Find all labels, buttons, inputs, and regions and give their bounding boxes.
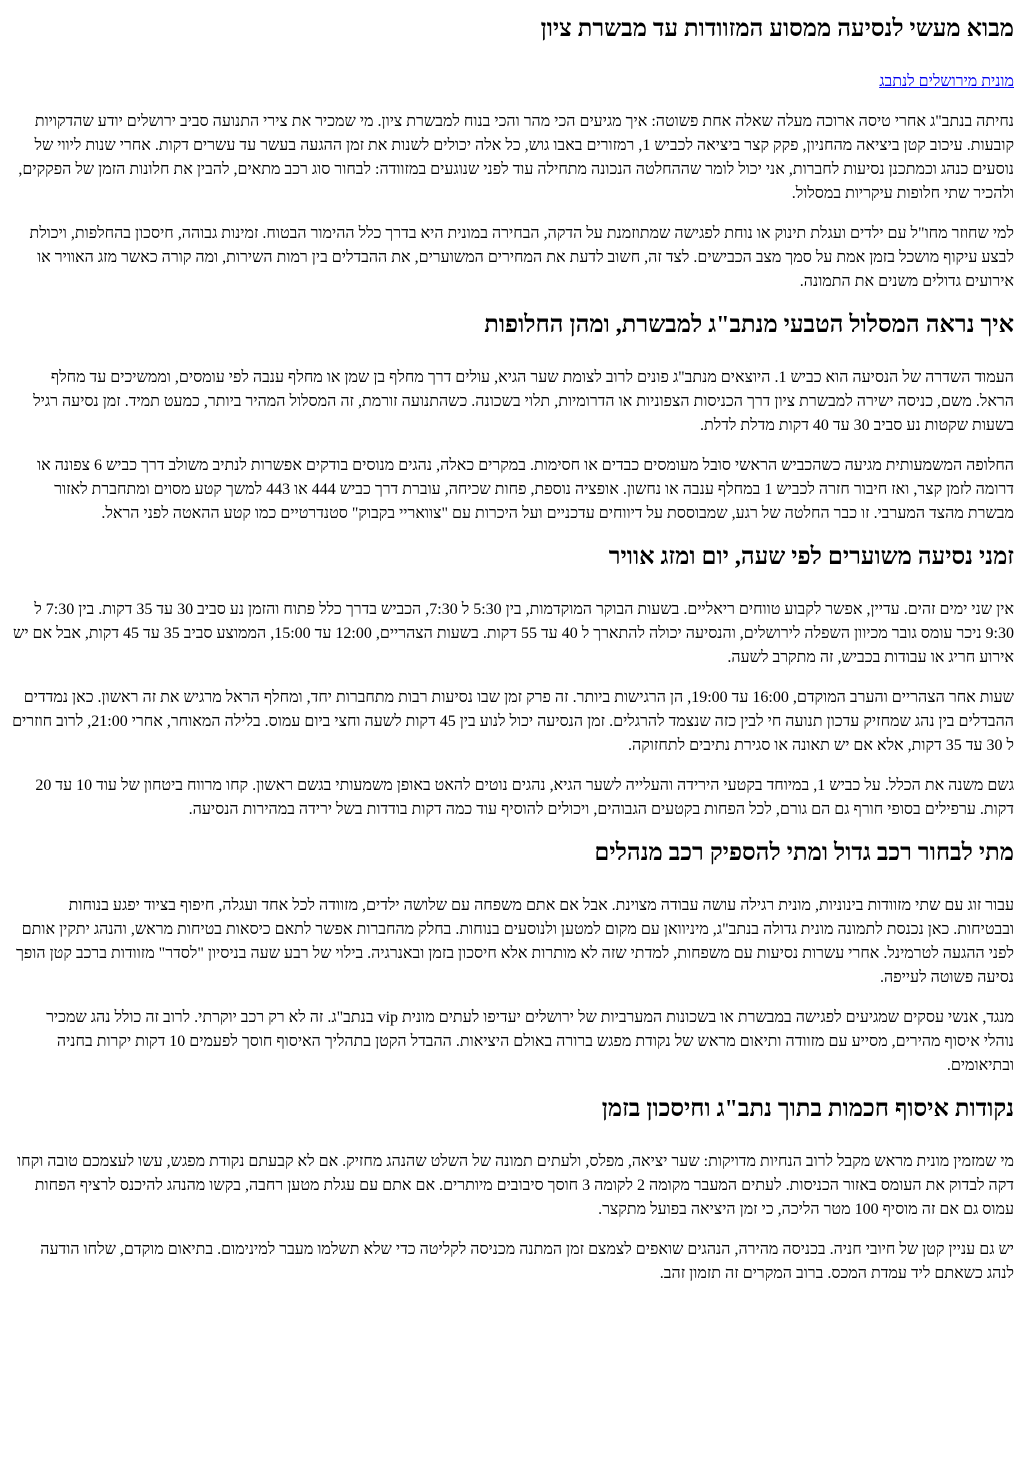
section-heading: איך נראה המסלול הטבעי מנתב"ג למבשרת, ומהן החלופות xyxy=(484,312,1014,338)
section-paragraph: עבור זוג עם שתי מזוודות בינוניות, מונית רגילה עושה עבודה מצוינת. אבל אם אתם משפחה עם שלושה ילדים, מזוודה לכל אחד ועגלה, חיפוף בציוד יפגע בנוחות ובבטיחות. כאן נכנסת לתמונה מונית גדולה בנתב"ג, מיניוואן עם מקום למטען ולנוסעים בנוחות. בחלק מהחברות אפשר לתאם כיסאות בטיחות מראש, והנהג יתקין אותם לפני ההגעה לטרמינל. אחרי עשרות נסיעות עם משפחות, למדתי שזה לא מותרות אלא חיסכון בזמן ובאנרגיה. בילוי של רבע שעה בניסיון "לסדר" מזוודות ברכב קטן הופך נסיעה פשוטה לעייפה. xyxy=(16,897,1014,986)
section-paragraph: העמוד השדרה של הנסיעה הוא כביש 1. היוצאים מנתב"ג פונים לרוב לצומת שער הגיא, עולים דרך מחלף בן שמן או מחלף ענבה לפי עומסים, וממשיכים עד מחלף הראל. משם, כניסה ישירה למבשרת ציון דרך הכניסות הצפוניות או הדרומיות, תלוי בשכונה. כשהתנועה זורמת, זה המסלול המהיר ביותר, כמעט תמיד. זמן נסיעה רגיל בשעות שקטות נע סביב 30 עד 40 דקות מדלת לדלת. xyxy=(33,369,1014,434)
taxi-jerusalem-link[interactable]: מונית מירושלים לנתבג xyxy=(879,73,1014,90)
section-route xyxy=(12,310,1014,526)
section-paragraph: גשם משנה את הכלל. על כביש 1, במיוחד בקטעי הירידה והעלייה לשער הגיא, נהגים נוטים להאט באופן משמעותי בגשם ראשון. קחו מרווח ביטחון של עוד 10 עד 20 דקות. ערפילים בסופי חורף גם הם גורם, לכל הפחות בקטעים הגבוהים, ויכולים להוסיף עוד כמה דקות בודדות בשל ירידה במהירות הנסיעה. xyxy=(35,777,1014,818)
section-vehicle-choice xyxy=(12,838,1014,1078)
section-pickup-points xyxy=(12,1094,1014,1286)
section-paragraph: מנגד, אנשי עסקים שמגיעים לפגישה במבשרת או בשכונות המערביות של ירושלים יעדיפו לעתים מונית vip בנתב"ג. זה לא רק רכב יוקרתי. לרוב זה כולל נהג שמכיר נוהלי איסוף מהירים, מסייע עם מזוודה ותיאום מראש של נקודת מפגש ברורה באולם היציאות. ההבדל הקטן בתהליך האיסוף חוסך לפעמים 10 דקות יקרות בחניה ובתיאומים. xyxy=(46,1009,1014,1074)
section-travel-times xyxy=(12,542,1014,822)
section-heading: נקודות איסוף חכמות בתוך נתב"ג וחיסכון בזמן xyxy=(601,1096,1014,1122)
section-paragraph: מי שמזמין מונית מראש מקבל לרוב הנחיות מדויקות: שער יציאה, מפלס, ולעתים תמונה של השלט שהנהג מחזיק. אם לא קבעתם נקודת מפגש, עשו לעצמכם טובה וקחו דקה לבדוק את העומס באזור הכניסות. לעתים המעבר מקומה 2 לקומה 3 חוסך סיבובים מיותרים. אם אתם עם עגלת מטען רחבה, בקשו מהנהג להיכנס לרציף הפחות עמוס גם אם זה מוסיף 100 מטר הליכה, כי זמן היציאה בפועל מתקצר. xyxy=(17,1153,1014,1218)
intro-section xyxy=(12,110,1014,294)
section-paragraph: החלופה המשמעותית מגיעה כשהכביש הראשי סובל מעומסים כבדים או חסימות. במקרים כאלה, נהגים מנוסים בודקים אפשרות לנתיב משולב דרך כביש 6 צפונה או דרומה לזמן קצר, ואז חיבור חזרה לכביש 1 במחלף ענבה או נחשון. אופציה נוספת, פחות שכיחה, עוברת דרך כביש 444 או 443 למשך קטע מסוים ומתחברת לאזור מבשרת מהצד המערבי. זו כבר החלטה של רגע, שמבוססת על דיווחים עדכניים ועל היכרות עם "צוואריי בקבוק" סטנדרטיים כמו קטע ההאטה לפני הראל. xyxy=(37,457,1014,522)
section-paragraph: אין שני ימים זהים. עדיין, אפשר לקבוע טווחים ריאליים. בשעות הבוקר המוקדמות, בין 5:30 ל 7:30, הכביש בדרך כלל פתוח והזמן נע סביב 30 עד 35 דקות. בין 7:30 ל 9:30 ניכר עומס גובר מכיוון השפלה לירושלים, והנסיעה יכולה להתארך ל 40 עד 55 דקות. בשעות הצהריים, 12:00 עד 15:00, הממוצע סביב 35 עד 45 דקות, אבל אם יש אירוע חריג או עבודות בכביש, זה מתקרב לשעה. xyxy=(13,601,1014,666)
article xyxy=(0,14,1024,1286)
section-heading: זמני נסיעה משוערים לפי שעה, יום ומזג אוויר xyxy=(608,544,1014,570)
section-heading: מתי לבחור רכב גדול ומתי להספיק רכב מנהלים xyxy=(594,840,1014,866)
intro-paragraph-2: למי שחוזר מחו"ל עם ילדים ועגלת תינוק או נוחת לפגישה שמתוזמנת על הדקה, הבחירה במונית היא בדרך כלל ההימור הבטוח. זמינות גבוהה, חיסכון בהחלפות, ויכולת לבצע עיקוף מושכל בזמן אמת על סמך מצב הכבישים. לצד זה, חשוב לדעת את המחירים המשוערים, את ההבדלים בין רמות השירות, ומה קורה כאשר מזג האוויר או אירועים גדולים משנים את התמונה. xyxy=(29,225,1014,290)
intro-paragraph-1: נחיתה בנתב"ג אחרי טיסה ארוכה מעלה שאלה אחת פשוטה: איך מגיעים הכי מהר והכי בנוח למבשרת ציון. מי שמכיר את צירי התנועה סביב ירושלים יודע שהדקויות קובעות. עיכוב קטן ביציאה מהחניון, פקק קצר ביציאה לכביש 1, רמזורים באבו גוש, כל אלה יכולים לשנות את זמן ההגעה בעשר עד עשרים דקות. אחרי שנות ליווי של נוסעים כנהג וכמתכנן נסיעות לחברות, אני יכול לומר שההחלטה הנכונה מתחילה עוד לפני שנוגעים במזוודה: לבחור סוג רכב מתאים, להבין את חלונות הזמן של הפקקים, ולהכיר שתי חלופות עיקריות במסלול. xyxy=(18,113,1014,202)
link-line xyxy=(12,70,1014,94)
section-paragraph: שעות אחר הצהריים והערב המוקדם, 16:00 עד 19:00, הן הרגישות ביותר. זה פרק זמן שבו נסיעות רבות מתחברות יחד, ומחלף הראל מרגיש את זה ראשון. כאן נמדדים ההבדלים בין נהג שמחזיק עדכון תנועה חי לבין כזה שנצמד להרגלים. זמן הנסיעה יכול לנוע בין 45 דקות לשעה וחצי ביום עמוס. בלילה המאוחר, אחרי 21:00, לרוב חוזרים ל 30 עד 35 דקות, אלא אם יש תאונה או סגירת נתיבים לתחזוקה. xyxy=(12,689,1014,754)
page-title: מבוא מעשי לנסיעה ממסוע המזוודות עד מבשרת ציון xyxy=(540,16,1014,42)
section-paragraph: יש גם עניין קטן של חיובי חניה. בכניסה מהירה, הנהגים שואפים לצמצם זמן המתנה מכניסה לקליטה כדי שלא תשלמו מעבר למינימום. בתיאום מוקדם, שלחו הודעה לנהג כשאתם ליד עמדת המכס. ברוב המקרים זה תזמון זהב. xyxy=(40,1241,1014,1282)
